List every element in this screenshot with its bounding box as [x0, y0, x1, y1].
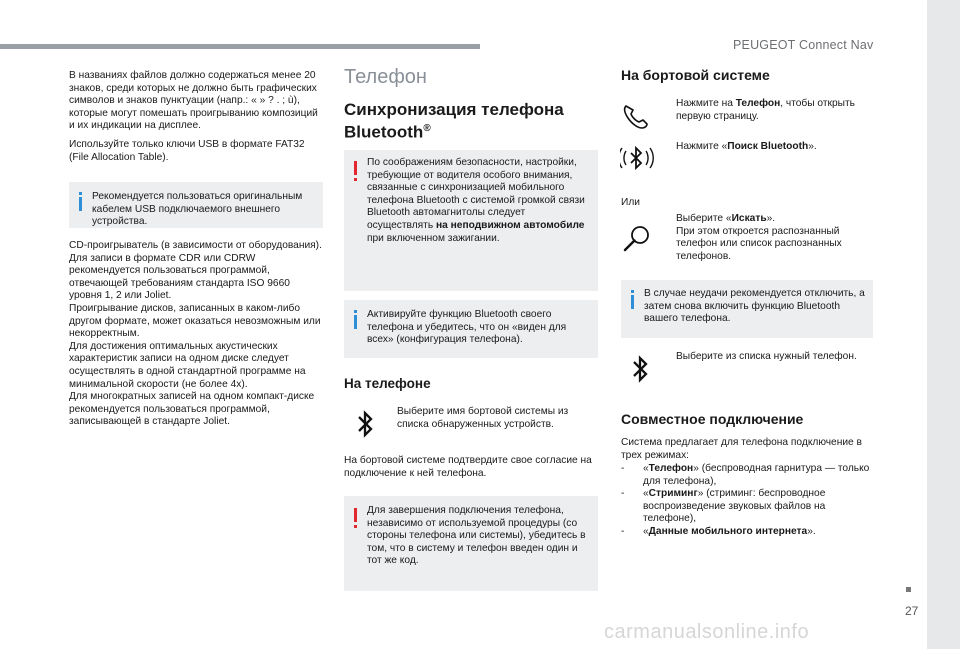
- mode-pre: «: [643, 488, 649, 500]
- on-phone-heading: На телефоне: [344, 376, 431, 391]
- mode-name: Телефон: [648, 463, 694, 474]
- step-phone-bold: Телефон: [735, 98, 781, 109]
- warning-text-bold: на неподвижном автомобиле: [436, 219, 585, 231]
- warning-box-safety: [344, 150, 598, 291]
- info-text: Рекомендуется пользоваться оригинальным кабелем USB подключаемого внешнего устройства.: [92, 191, 303, 228]
- magnifier-icon: [622, 222, 656, 256]
- step-search-pre: Выберите «: [676, 213, 732, 224]
- step-bt-post: ».: [808, 141, 817, 152]
- mode-desc: » (беспроводная гарнитура — только для телефона),: [643, 463, 870, 487]
- mode-item-mobile-data: [621, 526, 873, 539]
- step-bt-pre: Нажмите «: [676, 141, 728, 152]
- mode-name: Данные мобильного интернета: [648, 525, 808, 537]
- mode-pre: «: [643, 463, 649, 474]
- warning-text-main: По соображениям безопасности, настройки, требующие от водителя особого внимания, связанные с синхронизацией мобильного телефона Bluetooth с системой громкой связи Bluetooth автомагнитолы следует осуществлять: [367, 157, 585, 231]
- mode-name: Стриминг: [648, 488, 698, 500]
- info-text: В случае неудачи рекомендуется отключить, а затем снова включить функцию Bluetooth вашего телефона.: [644, 288, 865, 325]
- info-icon: [631, 295, 634, 309]
- bluetooth-icon: [355, 407, 377, 443]
- disc-format-paragraph: Проигрывание дисков, записанных в каком-либо другом формате, может оказаться невозможным или некорректным.: [69, 302, 321, 340]
- mode-item-phone: [621, 463, 873, 488]
- mode-pre: «: [643, 525, 649, 537]
- info-box-visibility: [344, 300, 598, 358]
- cd-player-paragraph: CD-проигрыватель (в зависимости от оборудования). Для записи в формате CDR или CDRW рекомендуется пользоваться программой, отвечающей требованиям стандарта ISO 9660 уровня 1, 2 или Joliet.: [69, 240, 322, 302]
- step-phone-pre: Нажмите на: [676, 98, 736, 109]
- step-search-text: [676, 213, 860, 263]
- registered-mark: ®: [423, 123, 431, 134]
- watermark: carmanualsonline.info: [604, 621, 810, 643]
- step-search-bold: Искать: [731, 213, 767, 224]
- section-title: Телефон: [344, 66, 427, 88]
- shared-connection-heading: Совместное подключение: [621, 411, 804, 427]
- info-text: Активируйте функцию Bluetooth своего телефона и убедитесь, что он «виден для всех» (конфигурация телефона).: [367, 309, 567, 346]
- step-phone-text: [676, 98, 856, 123]
- filename-paragraph: В названиях файлов должно содержаться менее 20 знаков, среди которых не должно быть графических символов и знаков пунктуации (напр.: « » ? . ; ù), которые могут помешать проигрыванию композиций и их индикации на дисплее.: [69, 70, 318, 132]
- step-bt-bold: Поиск Bluetooth: [727, 141, 809, 152]
- or-label: Или: [621, 197, 640, 208]
- mode-item-streaming: [621, 488, 873, 526]
- mode-list: [621, 463, 873, 539]
- step-phone-post: , чтобы открыть первую страницу.: [676, 98, 855, 122]
- warning-icon: [354, 508, 357, 522]
- info-box-retry: [621, 280, 873, 338]
- left-column: [69, 70, 323, 164]
- info-box-usb-cable: [69, 182, 323, 228]
- acoustic-paragraph: Для достижения оптимальных акустических характеристик записи на одном диске следует осуществлять в одной стандартной программе на минимальной скорости (не более 4x).: [69, 340, 306, 390]
- list-dash: -: [621, 525, 625, 537]
- on-board-heading: На бортовой системе: [621, 67, 770, 83]
- phone-icon: [620, 100, 654, 132]
- sync-title-line1: Синхронизация телефона: [344, 100, 564, 119]
- sync-title-line2: Bluetooth: [344, 122, 424, 142]
- manual-title: PEUGEOT Connect Nav: [733, 38, 874, 52]
- page-marker: [906, 587, 911, 592]
- mode-desc: » (стриминг: беспроводное воспроизведение звуковых файлов на телефоне),: [643, 488, 826, 525]
- warning-box-code: [344, 496, 598, 591]
- bluetooth-search-icon: [620, 142, 654, 176]
- sync-title: [344, 100, 564, 142]
- top-rule: [0, 44, 480, 49]
- multisession-paragraph: Для многократных записей на одном компакт-диске рекомендуется пользоваться программой, записывающей в стандарте Joliet.: [69, 391, 315, 428]
- step-search-line2: При этом откроется распознанный телефон или список распознанных телефонов.: [676, 225, 842, 262]
- warning-text: [367, 157, 590, 245]
- step-select-phone-text: Выберите из списка нужный телефон.: [676, 351, 857, 362]
- bluetooth-icon: [630, 352, 652, 388]
- shared-intro-text: Система предлагает для телефона подключение в трех режимах:: [621, 437, 862, 461]
- mode-desc: ».: [807, 525, 816, 537]
- step-search-line1: [676, 213, 860, 226]
- step-search-post: ».: [766, 213, 776, 224]
- warning-icon: [354, 161, 357, 175]
- left-column-lower: [69, 240, 323, 429]
- phone-confirm-text: На бортовой системе подтвердите свое согласие на подключение к ней телефона.: [344, 455, 592, 479]
- warning-text-tail: при включенном зажигании.: [367, 232, 500, 244]
- usb-format-paragraph: Используйте только ключи USB в формате FAT32 (File Allocation Table).: [69, 138, 305, 163]
- info-icon: [354, 315, 357, 329]
- list-dash: -: [621, 463, 625, 474]
- side-bar: [927, 0, 960, 649]
- phone-step-text: Выберите имя бортовой системы из списка обнаруженных устройств.: [397, 406, 569, 430]
- warning-text: Для завершения подключения телефона, независимо от используемой процедуры (со стороны телефона или системы), убедитесь в том, что в систему и телефон введен один и тот же код.: [367, 505, 586, 567]
- list-dash: -: [621, 488, 625, 500]
- page-number: 27: [905, 604, 919, 618]
- info-icon: [79, 197, 82, 211]
- step-bt-search-text: [676, 141, 856, 154]
